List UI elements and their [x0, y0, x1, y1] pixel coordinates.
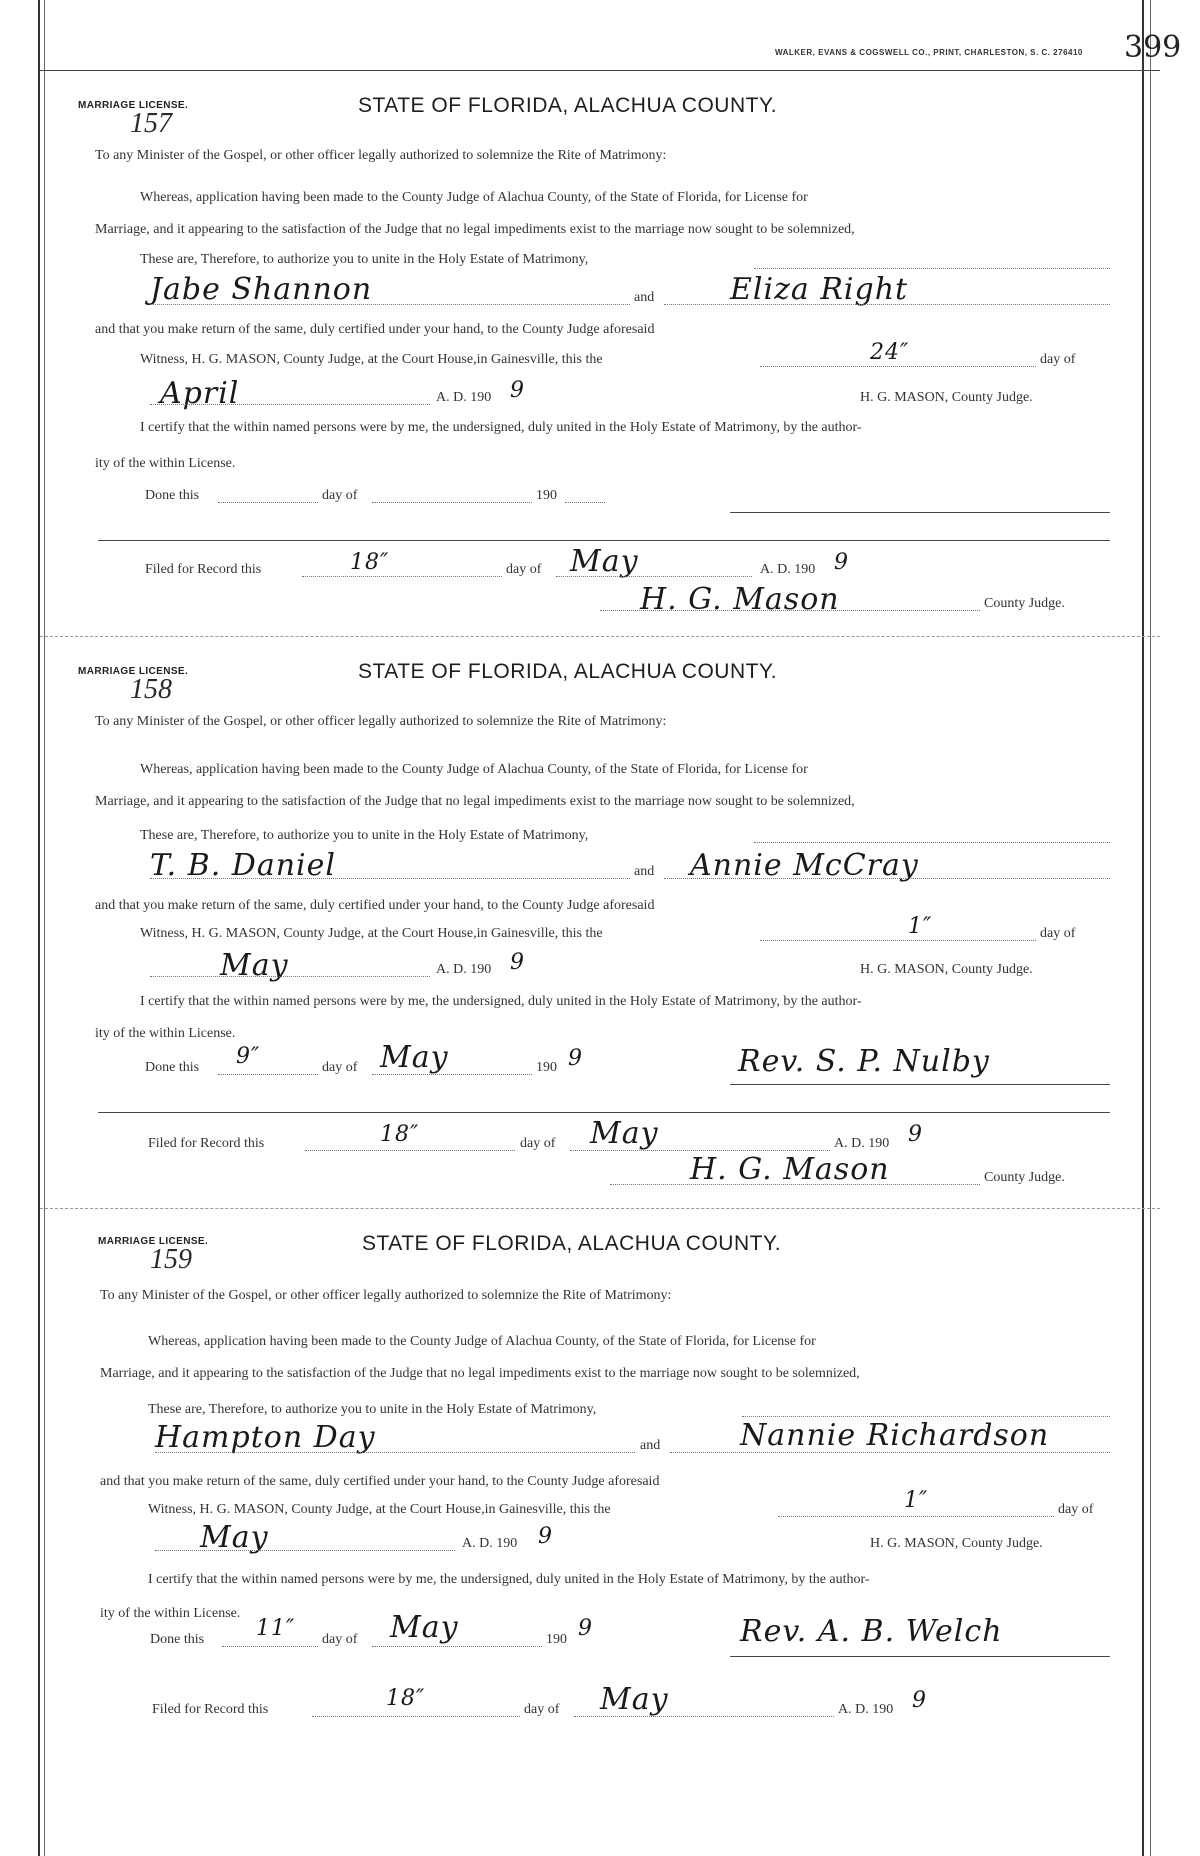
to-any-minister-text: To any Minister of the Gospel, or other officer legally authorized to solemnize the Rite of Matrimony:: [95, 714, 667, 729]
county-judge-label: H. G. MASON, County Judge.: [870, 1536, 1043, 1551]
filed-year: 9: [908, 1122, 923, 1147]
witness-month-line: [155, 1550, 455, 1551]
filed-day-line: [312, 1716, 520, 1717]
marriage-license-label: MARRIAGE LICENSE.: [78, 666, 189, 677]
dotted-fill: [754, 268, 1110, 269]
groom-line: [155, 1452, 635, 1453]
filed-month-line: [574, 1716, 834, 1717]
done-day-line: [218, 502, 318, 503]
state-title: STATE OF FLORIDA, ALACHUA COUNTY.: [358, 660, 778, 683]
done-month-line: [372, 502, 532, 503]
filed-month-line: [556, 576, 752, 577]
county-judge-label: H. G. MASON, County Judge.: [860, 962, 1033, 977]
certify-line-1: I certify that the within named persons were by me, the undersigned, duly united in the Holy Estate of Matrimony, by the author-: [148, 1572, 870, 1587]
filed-for-record-label: Filed for Record this: [152, 1702, 269, 1717]
marriage-license-label: MARRIAGE LICENSE.: [98, 1236, 209, 1247]
witness-text: Witness, H. G. MASON, County Judge, at the Court House,in Gainesville, this the: [140, 926, 603, 941]
make-return-text: and that you make return of the same, duly certified under your hand, to the County Judge aforesaid: [95, 898, 655, 913]
done-year-label: 190: [546, 1632, 567, 1647]
bride-line: [664, 878, 1110, 879]
witness-month-line: [150, 404, 430, 405]
state-title: STATE OF FLORIDA, ALACHUA COUNTY.: [358, 94, 778, 117]
filed-month: May: [590, 1116, 659, 1151]
bride-name: Nannie Richardson: [740, 1418, 1050, 1453]
minister-signature-line: [730, 1656, 1110, 1657]
witness-day-line: [760, 366, 1036, 367]
groom-line: [150, 878, 630, 879]
witness-month: May: [220, 948, 289, 983]
judge-signature: H. G. Mason: [690, 1152, 890, 1187]
judge-signature-line: [600, 610, 980, 611]
done-day-line: [222, 1646, 318, 1647]
state-title: STATE OF FLORIDA, ALACHUA COUNTY.: [362, 1232, 782, 1255]
marriage-license-label: MARRIAGE LICENSE.: [78, 100, 189, 111]
done-this-label: Done this: [145, 1060, 200, 1075]
to-any-minister-text: To any Minister of the Gospel, or other officer legally authorized to solemnize the Rite of Matrimony:: [95, 148, 667, 163]
minister-signature-line: [730, 1084, 1110, 1085]
whereas-line-1: Whereas, application having been made to the County Judge of Alachua County, of the State of Florida, for License for: [140, 190, 808, 205]
right-margin-line: [1142, 0, 1144, 1856]
filed-month: May: [600, 1682, 669, 1717]
ad-label: A. D. 190: [462, 1536, 518, 1551]
county-judge-sign-label: County Judge.: [984, 596, 1065, 611]
witness-year: 9: [538, 1524, 553, 1549]
county-judge-sign-label: County Judge.: [984, 1170, 1065, 1185]
done-day: 11″: [256, 1616, 296, 1641]
done-year-label: 190: [536, 1060, 557, 1075]
witness-text: Witness, H. G. MASON, County Judge, at the Court House,in Gainesville, this the: [140, 352, 603, 367]
done-day-of-label: day of: [322, 488, 358, 503]
judge-signature: H. G. Mason: [640, 582, 840, 617]
minister-signature: Rev. A. B. Welch: [740, 1614, 1003, 1649]
filed-ad-label: A. D. 190: [834, 1136, 890, 1151]
filed-year: 9: [834, 550, 849, 575]
these-are-text: These are, Therefore, to authorize you to unite in the Holy Estate of Matrimony,: [140, 252, 589, 267]
filed-for-record-label: Filed for Record this: [145, 562, 262, 577]
filed-day-line: [302, 576, 502, 577]
ad-label: A. D. 190: [436, 390, 492, 405]
filed-day-of-label: day of: [520, 1136, 556, 1151]
bride-line: [664, 304, 1110, 305]
minister-signature: Rev. S. P. Nulby: [738, 1044, 990, 1079]
license-number: 159: [150, 1244, 192, 1275]
witness-text: Witness, H. G. MASON, County Judge, at the Court House,in Gainesville, this the: [148, 1502, 611, 1517]
left-margin-line-inner: [44, 0, 45, 1856]
judge-signature-line: [610, 1184, 980, 1185]
day-of-label: day of: [1058, 1502, 1094, 1517]
done-year: 9: [578, 1616, 593, 1641]
witness-day: 1″: [908, 914, 933, 939]
dotted-fill: [754, 842, 1110, 843]
printer-imprint: WALKER, EVANS & COGSWELL CO., PRINT, CHARLESTON, S. C. 276410: [775, 48, 1083, 57]
whereas-line-2: Marriage, and it appearing to the satisfaction of the Judge that no legal impediments exist to the marriage now sought to be solemnized,: [100, 1366, 860, 1381]
license-divider: [40, 1208, 1160, 1209]
done-year-label: 190: [536, 488, 557, 503]
certify-line-2: ity of the within License.: [95, 1026, 236, 1041]
done-year: 9: [568, 1046, 583, 1071]
done-day-line: [218, 1074, 318, 1075]
witness-day-line: [760, 940, 1036, 941]
whereas-line-2: Marriage, and it appearing to the satisfaction of the Judge that no legal impediments exist to the marriage now sought to be solemnized,: [95, 222, 855, 237]
witness-year: 9: [510, 378, 525, 403]
witness-day: 1″: [904, 1488, 929, 1513]
day-of-label: day of: [1040, 352, 1076, 367]
witness-month: May: [200, 1520, 269, 1555]
filed-ad-label: A. D. 190: [838, 1702, 894, 1717]
whereas-line-2: Marriage, and it appearing to the satisfaction of the Judge that no legal impediments exist to the marriage now sought to be solemnized,: [95, 794, 855, 809]
done-month: May: [390, 1610, 459, 1645]
done-day-of-label: day of: [322, 1632, 358, 1647]
these-are-text: These are, Therefore, to authorize you to unite in the Holy Estate of Matrimony,: [140, 828, 589, 843]
done-month-line: [372, 1646, 542, 1647]
right-margin-line-inner: [1150, 0, 1151, 1856]
make-return-text: and that you make return of the same, duly certified under your hand, to the County Judge aforesaid: [100, 1474, 660, 1489]
and-label: and: [634, 290, 655, 305]
ad-label: A. D. 190: [436, 962, 492, 977]
certify-line-1: I certify that the within named persons were by me, the undersigned, duly united in the Holy Estate of Matrimony, by the author-: [140, 420, 862, 435]
done-year-line: [565, 502, 605, 503]
groom-line: [150, 304, 630, 305]
done-this-label: Done this: [150, 1632, 205, 1647]
license-number: 157: [130, 108, 172, 139]
filed-for-record-label: Filed for Record this: [148, 1136, 265, 1151]
filed-month-line: [570, 1150, 830, 1151]
witness-month-line: [150, 976, 430, 977]
whereas-line-1: Whereas, application having been made to the County Judge of Alachua County, of the State of Florida, for License for: [140, 762, 808, 777]
whereas-line-1: Whereas, application having been made to the County Judge of Alachua County, of the State of Florida, for License for: [148, 1334, 816, 1349]
and-label: and: [640, 1438, 661, 1453]
filed-year: 9: [912, 1688, 927, 1713]
done-day: 9″: [236, 1044, 261, 1069]
county-judge-label: H. G. MASON, County Judge.: [860, 390, 1033, 405]
groom-name: T. B. Daniel: [150, 848, 336, 883]
witness-year: 9: [510, 950, 525, 975]
certify-line-2: ity of the within License.: [100, 1606, 241, 1621]
bride-line: [670, 1452, 1110, 1453]
done-month-line: [372, 1074, 532, 1075]
section-rule: [98, 1112, 1110, 1113]
minister-signature-line: [730, 512, 1110, 513]
dotted-fill: [742, 1416, 1110, 1417]
page-number: 399: [1124, 30, 1182, 65]
make-return-text: and that you make return of the same, duly certified under your hand, to the County Judge aforesaid: [95, 322, 655, 337]
section-rule: [98, 540, 1110, 541]
license-divider: [40, 636, 1160, 637]
left-margin-line: [38, 0, 40, 1856]
certify-line-1: I certify that the within named persons were by me, the undersigned, duly united in the Holy Estate of Matrimony, by the author-: [140, 994, 862, 1009]
these-are-text: These are, Therefore, to authorize you to unite in the Holy Estate of Matrimony,: [148, 1402, 597, 1417]
filed-day: 18″: [350, 550, 390, 575]
filed-day-of-label: day of: [506, 562, 542, 577]
filed-month: May: [570, 544, 639, 579]
filed-ad-label: A. D. 190: [760, 562, 816, 577]
bride-name: Eliza Right: [730, 272, 909, 307]
witness-day: 24″: [870, 340, 910, 365]
bride-name: Annie McCray: [690, 848, 919, 883]
top-rule: [40, 70, 1160, 71]
filed-day: 18″: [386, 1686, 426, 1711]
witness-month: April: [160, 376, 240, 411]
groom-name: Hampton Day: [155, 1420, 376, 1455]
done-month: May: [380, 1040, 449, 1075]
to-any-minister-text: To any Minister of the Gospel, or other officer legally authorized to solemnize the Rite of Matrimony:: [100, 1288, 672, 1303]
filed-day: 18″: [380, 1122, 420, 1147]
day-of-label: day of: [1040, 926, 1076, 941]
certify-line-2: ity of the within License.: [95, 456, 236, 471]
groom-name: Jabe Shannon: [150, 272, 373, 307]
witness-day-line: [778, 1516, 1054, 1517]
done-this-label: Done this: [145, 488, 200, 503]
filed-day-line: [305, 1150, 515, 1151]
license-number: 158: [130, 674, 172, 705]
and-label: and: [634, 864, 655, 879]
filed-day-of-label: day of: [524, 1702, 560, 1717]
done-day-of-label: day of: [322, 1060, 358, 1075]
